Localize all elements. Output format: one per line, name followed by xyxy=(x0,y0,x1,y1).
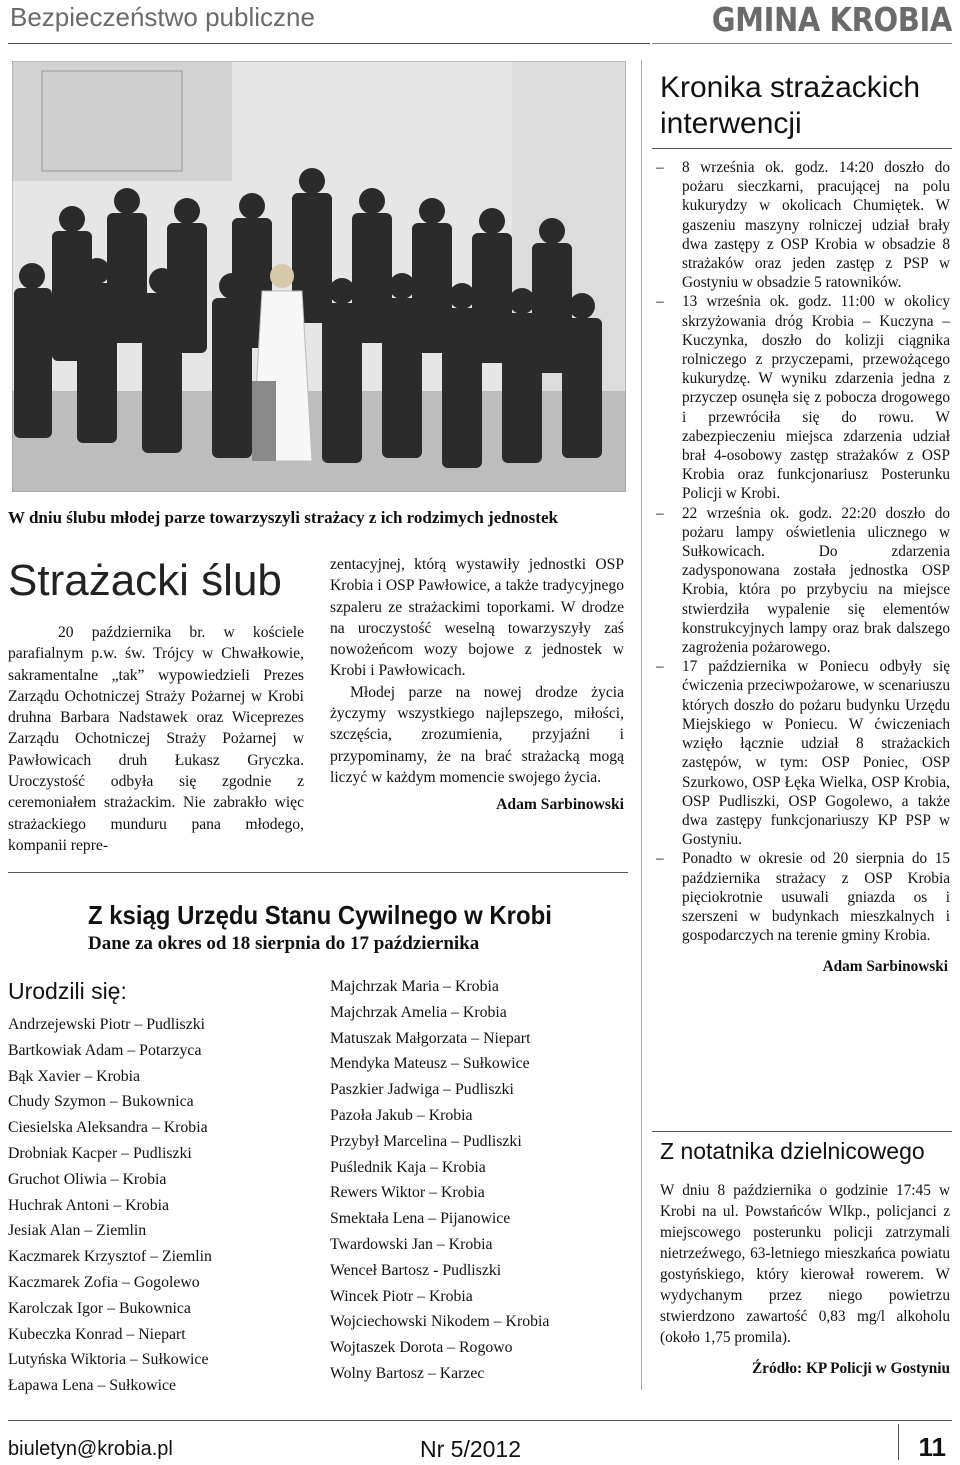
list-item: Gruchot Oliwia – Krobia xyxy=(8,1170,167,1188)
list-item: Przybył Marcelina – Pudliszki xyxy=(330,1132,522,1150)
list-item: Chudy Szymon – Bukownica xyxy=(8,1093,194,1111)
list-item: Puślednik Kaja – Krobia xyxy=(330,1158,486,1176)
list-item: Andrzejewski Piotr – Pudliszki xyxy=(8,1016,206,1033)
list-item: Pazoła Jakub – Krobia xyxy=(330,1106,473,1124)
page-number: 11 xyxy=(918,1432,946,1462)
header-divider-right xyxy=(652,43,952,44)
dash-bullet: – xyxy=(656,159,664,176)
article-paragraph: Młodej parze na nowej drodze życia życzymy wszystkiego najlepszego, miłości, szczęścia, zrozumienia, przyjaźni i przypominamy, że na brać strażacką mogą liczyć w każdym momencie swojego życia. xyxy=(330,683,624,786)
list-item: Ciesielska Aleksandra – Krobia xyxy=(8,1119,208,1137)
list-item: Wincek Piotr – Krobia xyxy=(330,1287,473,1305)
article-title: Strażacki ślub xyxy=(8,556,282,605)
notatnik-text: W dniu 8 października o godzinie 17:45 w Krobi na ul. Powstańców Wlkp., policjanci z miejscowego posterunku policji zatrzymali nietrzeźwego, 63-letniego mieszkańca powiatu gostyńskiego, który kierował rowerem. W wydychanym przez niego powietrzu stwierdzono zawartość 0,83 mg/l alkoholu (około 1,75 promila). xyxy=(660,1182,950,1346)
header-divider xyxy=(8,43,650,44)
notatnik-source: Źródło: KP Policji w Gostyniu xyxy=(751,1360,950,1377)
usc-subtitle: Dane za okres od 18 sierpnia do 17 października xyxy=(88,933,480,954)
births-list-left xyxy=(8,1012,308,1399)
footer-issue: Nr 5/2012 xyxy=(420,1436,522,1462)
dash-bullet: – xyxy=(656,504,664,522)
photo-caption: W dniu ślubu młodej parze towarzyszyli strażacy z ich rodzimych jednostek xyxy=(8,508,558,527)
footer-divider xyxy=(8,1420,952,1421)
dash-bullet: – xyxy=(656,658,664,676)
list-item: Majchrzak Maria – Krobia xyxy=(330,978,499,995)
list-item: Jesiak Alan – Ziemlin xyxy=(8,1222,147,1240)
list-item: Łapawa Lena – Sułkowice xyxy=(8,1377,176,1395)
article-column-1 xyxy=(8,622,304,856)
kronika-item: – 8 września ok. godz. 14:20 doszło do pożaru sieczkarni, pracującej na polu kukurydzy w okolicach Chumiętek. W gaszeniu maszyny rolniczej udział brały dwa zastępy z OSP Krobia w obsadzie 8 strażaków oraz jeden zastęp z PSP w Gostyniu w obsadzie 5 ratowników. xyxy=(656,159,950,292)
brand-logo: GMINA KROBIA xyxy=(711,0,952,39)
kronika-author: Adam Sarbinowski xyxy=(822,958,948,976)
wedding-photo-illustration xyxy=(12,61,626,492)
section-title: Bezpieczeństwo publiczne xyxy=(10,2,315,32)
article-column-2 xyxy=(330,554,624,816)
list-item: Huchrak Antoni – Krobia xyxy=(8,1196,170,1214)
kronika-divider xyxy=(652,148,952,149)
list-item: Paszkier Jadwiga – Pudliszki xyxy=(330,1081,514,1099)
list-item: Drobniak Kacper – Pudliszki xyxy=(8,1144,192,1162)
list-item: Wolny Bartosz – Karzec xyxy=(330,1364,485,1382)
list-item: Mendyka Mateusz – Sułkowice xyxy=(330,1055,530,1073)
footer-email[interactable]: biuletyn@krobia.pl xyxy=(8,1438,173,1460)
list-item: Wojciechowski Nikodem – Krobia xyxy=(330,1313,550,1331)
dash-bullet: – xyxy=(656,293,664,311)
list-item: Lutyńska Wiktoria – Sułkowice xyxy=(8,1351,209,1369)
wedding-photo xyxy=(12,61,626,492)
list-item: Bąk Xavier – Krobia xyxy=(8,1067,141,1085)
kronika-item: – Ponadto w okresie od 20 sierpnia do 15 października strażacy z OSP Krobia pięciokrotnie usuwali gniazda os i szerszeni w budynkach mieszkalnych i gospodarczych na terenie gminy Krobia. xyxy=(656,850,950,945)
article-paragraph: 20 października br. w kościele parafialnym p.w. św. Trójcy w Chwałkowie, sakramentalne „tak” wypowiedzieli Prezes Zarządu Ochotniczej Straży Pożarnej w Krobi druhna Barbara Nadstawek oraz Wiceprezes Zarządu Ochotniczej Straży Pożarnej w Pawłowicach druh Łukasz Gryczka. Uroczystość odbyła się zgodnie z ceremoniałem strażackim. Nie zabrakło więc strażackiego munduru pana młodego, kompanii repre- xyxy=(8,624,304,854)
article-paragraph: zentacyjnej, którą wystawiły jednostki OSP Krobia i OSP Pawłowice, a także tradycyjnego szpaleru ze strażackimi toporkami. W drodze na uroczystość weselną towarzyszyły zaś nowożeńcom wozy bojowe z jednostek w Krobi i Pawłowicach. xyxy=(330,556,624,680)
kronika-item: – 13 września ok. godz. 11:00 w okolicy skrzyżowania dróg Krobia – Kuczyna – Kuczynka, doszło do kolizji ciągnika rolniczego z przyczepami, przewożącego kukurydzę. W wyniku zdarzenia jedna z przyczep osunęła się z pobocza drogowego i przewróciła się do rowu. W zabezpieczeniu miejsca zdarzenia udział brał 4-osobowy zastęp strażaków z OSP Krobia oraz funkcjonariusz Posterunku Policji w Krobi. xyxy=(656,293,950,503)
notatnik-title: Z notatnika dzielnicowego xyxy=(660,1138,925,1164)
list-item: Bartkowiak Adam – Potarzyca xyxy=(8,1041,202,1059)
list-item: Rewers Wiktor – Krobia xyxy=(330,1184,485,1202)
list-item: Karolczak Igor – Bukownica xyxy=(8,1299,191,1317)
list-item: Matuszak Małgorzata – Niepart xyxy=(330,1029,531,1047)
births-list-right xyxy=(330,974,630,1387)
list-item: Kaczmarek Zofia – Gogolewo xyxy=(8,1273,200,1291)
list-item: Majchrzak Amelia – Krobia xyxy=(330,1003,507,1021)
footer-page-divider xyxy=(898,1424,899,1460)
dash-bullet: – xyxy=(656,850,664,868)
born-heading: Urodzili się: xyxy=(8,978,127,1004)
usc-title: Z ksiąg Urzędu Stanu Cywilnego w Krobi xyxy=(88,900,552,930)
kronika-title: Kronika strażackich interwencji xyxy=(660,71,921,140)
list-item: Wojtaszek Dorota – Rogowo xyxy=(330,1339,513,1357)
list-item: Twardowski Jan – Krobia xyxy=(330,1235,493,1253)
list-item: Wenceł Bartosz - Pudliszki xyxy=(330,1261,502,1279)
kronika-list xyxy=(652,158,950,977)
article-author: Adam Sarbinowski xyxy=(496,796,624,814)
section-divider xyxy=(8,872,628,873)
notatnik-divider xyxy=(652,1131,952,1132)
list-item: Kaczmarek Krzysztof – Ziemlin xyxy=(8,1248,212,1266)
kronika-item: – 17 października w Poniecu odbyły się ćwiczenia przeciwpożarowe, w scenariuszu których doszło do pożaru budynku Urzędu Miejskiego w Poniecu. W ćwiczeniach wzięło łącznie udział 8 strażackich zastępów, w tym: OSP Poniec, OSP Szurkowo, OSP Łęka Wielka, OSP Krobia, OSP Pudliszki, OSP Gogolewo, a także dwa zastępy funkcjonariuszy KP PSP w Gostyniu. xyxy=(656,658,950,849)
column-divider xyxy=(641,60,642,1390)
list-item: Smektała Lena – Pijanowice xyxy=(330,1210,511,1228)
notatnik-body xyxy=(660,1180,950,1379)
list-item: Kubeczka Konrad – Niepart xyxy=(8,1325,186,1343)
kronika-item: – 22 września ok. godz. 22:20 doszło do pożaru lampy oświetlenia ulicznego w Sułkowicach. Do zdarzenia zadysponowana została jednostka OSP Krobia, która po przybyciu na miejsce stwierdziła wypalenie się elementów konstrukcyjnych lampy oraz brak dalszego zagrożenia pożarowego. xyxy=(656,504,950,657)
